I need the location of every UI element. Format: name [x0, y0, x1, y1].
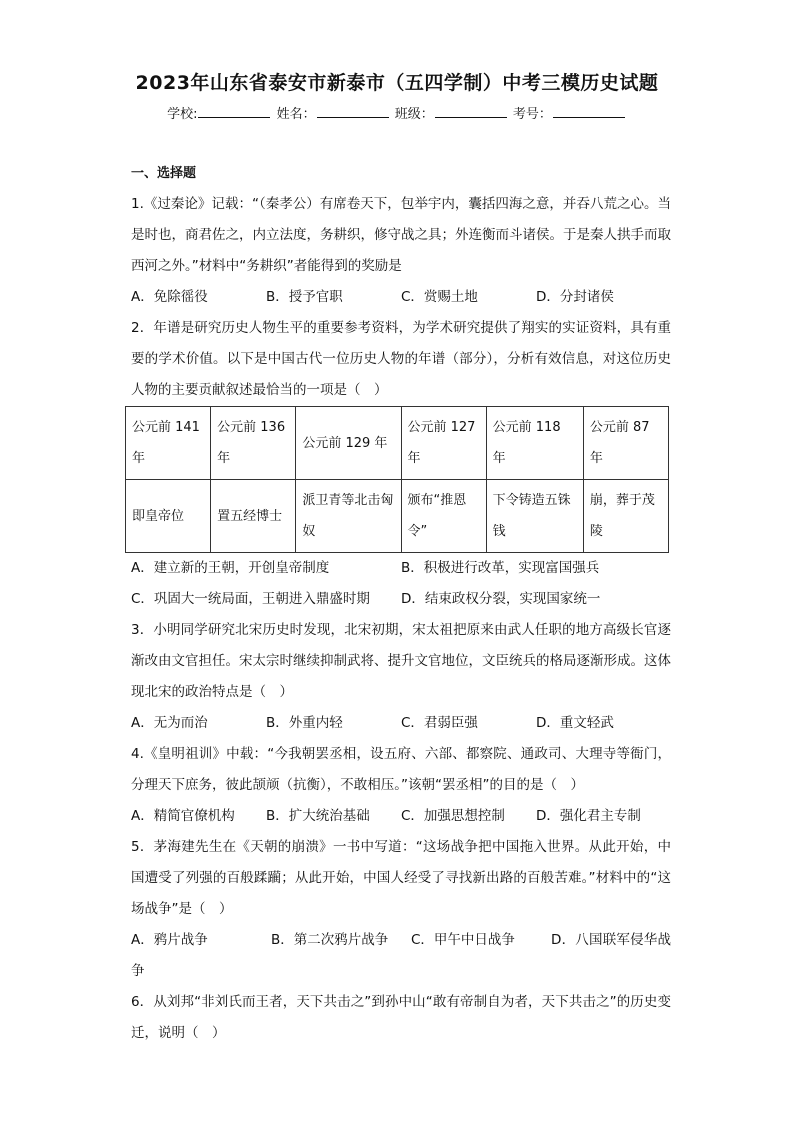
question-4-stem: 4.《皇明祖训》中载：“今我朝罢丞相，设五府、六部、都察院、通政司、大理寺等衙门，分理天下庶务，彼此颉颃（抗衡），不敢相压。”该朝“罢丞相”的目的是（ ）	[131, 746, 671, 793]
option-b[interactable]: B．积极进行改革，实现富国强兵	[401, 560, 600, 576]
option-b[interactable]: B．扩大统治基础	[266, 808, 370, 824]
option-a[interactable]: A．建立新的王朝，开创皇帝制度	[131, 560, 330, 576]
question-3-options	[131, 708, 671, 739]
question-content	[131, 162, 671, 1049]
school-label: 学校:	[167, 107, 198, 122]
question-1-options	[131, 282, 671, 313]
question-6-stem: 6．从刘邦“非刘氏而王者，天下共击之”到孙中山“敢有帝制自为者，天下共击之”的历史变迁，说明（ ）	[131, 994, 671, 1041]
year-cell: 公元前 141 年	[126, 407, 211, 480]
option-a[interactable]: A．免除徭役	[131, 289, 208, 305]
year-cell: 公元前 118 年	[486, 407, 583, 480]
option-c[interactable]: C．甲午中日战争	[411, 932, 515, 948]
option-b[interactable]: B．第二次鸦片战争	[271, 932, 389, 948]
option-a[interactable]: A．鸦片战争	[131, 932, 208, 948]
school-blank[interactable]	[198, 105, 270, 118]
name-label: 姓名：	[276, 107, 316, 122]
event-cell: 派卫青等北击匈奴	[296, 480, 401, 553]
year-cell: 公元前 87 年	[583, 407, 668, 480]
question-1-stem: 1.《过秦论》记载：“（秦孝公）有席卷天下，包举宇内，囊括四海之意，并吞八荒之心。当是时也，商君佐之，内立法度，务耕织，修守战之具；外连衡而斗诸侯。于是秦人拱手而取西河之外。”材料中“务耕织”者能得到的奖励是	[131, 196, 671, 274]
option-c[interactable]: C．巩固大一统局面，王朝进入鼎盛时期	[131, 591, 370, 607]
option-d[interactable]: D．结束政权分裂，实现国家统一	[401, 591, 601, 607]
question-3-stem: 3．小明同学研究北宋历史时发现，北宋初期，宋太祖把原来由武人任职的地方高级长官逐渐改由文官担任。宋太宗时继续抑制武将、提升文官地位，文臣统兵的格局逐渐形成。这体现北宋的政治特点是（ ）	[131, 622, 671, 700]
chronology-table	[125, 406, 669, 553]
exam-number-label: 考号：	[512, 107, 552, 122]
question-2-options-row2	[131, 584, 671, 615]
question-2-options-row1	[131, 553, 671, 584]
option-c[interactable]: C．君弱臣强	[401, 715, 478, 731]
question-5-stem: 5．茅海建先生在《天朝的崩溃》一书中写道：“这场战争把中国拖入世界。从此开始，中国遭受了列强的百般蹂躏；从此开始，中国人经受了寻找新出路的百般苦难。”材料中的“这场战争”是（ ）	[131, 839, 671, 917]
option-d[interactable]: D．分封诸侯	[536, 289, 614, 305]
year-cell: 公元前 127 年	[401, 407, 486, 480]
option-d[interactable]: D．八国联军侵华战争	[131, 932, 671, 979]
question-5-options	[131, 925, 671, 987]
option-b[interactable]: B．外重内轻	[266, 715, 343, 731]
option-a[interactable]: A．无为而治	[131, 715, 208, 731]
name-blank[interactable]	[317, 105, 389, 118]
year-cell: 公元前 136 年	[211, 407, 296, 480]
option-c[interactable]: C．赏赐土地	[401, 289, 478, 305]
option-a[interactable]: A．精简官僚机构	[131, 808, 235, 824]
student-info-line	[0, 103, 794, 122]
section-heading: 一、选择题	[131, 166, 197, 181]
question-2-stem: 2．年谱是研究历史人物生平的重要参考资料，为学术研究提供了翔实的实证资料，具有重要的学术价值。以下是中国古代一位历史人物的年谱（部分），分析有效信息，对这位历史人物的主要贡献叙述最恰当的一项是（ ）	[131, 320, 671, 398]
event-cell: 下令铸造五铢钱	[486, 480, 583, 553]
class-blank[interactable]	[435, 105, 507, 118]
exam-number-blank[interactable]	[553, 105, 625, 118]
event-cell: 置五经博士	[211, 480, 296, 553]
event-cell: 崩，葬于茂陵	[583, 480, 668, 553]
event-cell: 颁布“推恩令”	[401, 480, 486, 553]
option-d[interactable]: D．强化君主专制	[536, 808, 641, 824]
option-b[interactable]: B．授予官职	[266, 289, 343, 305]
event-cell: 即皇帝位	[126, 480, 211, 553]
option-d[interactable]: D．重文轻武	[536, 715, 614, 731]
year-cell: 公元前 129 年	[296, 407, 401, 480]
question-4-options	[131, 801, 671, 832]
exam-title: 2023年山东省泰安市新泰市（五四学制）中考三模历史试题	[135, 72, 659, 94]
option-c[interactable]: C．加强思想控制	[401, 808, 505, 824]
class-label: 班级：	[394, 107, 434, 122]
